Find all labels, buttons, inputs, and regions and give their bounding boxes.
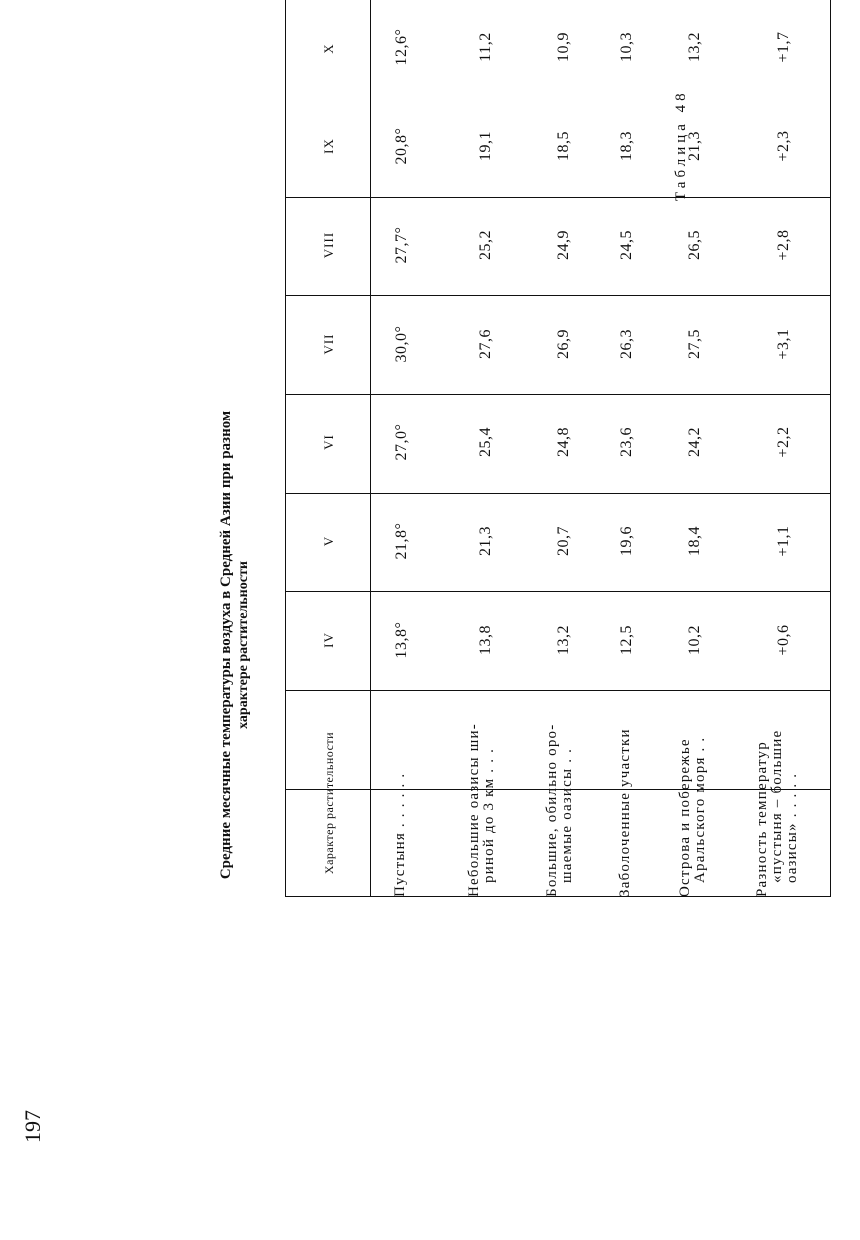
cell-value: 10,3	[618, 32, 635, 62]
page-number: 197	[20, 1110, 45, 1143]
row-label: Небольшие оазисы ши- риной до 3 км . . .	[466, 723, 497, 897]
cell-value: 12,6°	[393, 28, 410, 66]
cell-value: 21,3	[686, 131, 703, 161]
cell-value: 11,2	[477, 32, 494, 62]
table-caption	[217, 325, 253, 965]
table-top-rule	[285, 0, 286, 897]
cell-value: +1,1	[775, 525, 792, 557]
cell-value: 13,8°	[393, 621, 410, 659]
cell-value: 18,5	[555, 131, 572, 161]
header-month-iv: IV	[321, 632, 336, 648]
cell-value: 24,2	[686, 427, 703, 457]
header-bottom-rule	[370, 0, 371, 897]
cell-value: 24,8	[555, 427, 572, 457]
cell-value: +3,1	[775, 328, 792, 360]
header-month-viii: VIII	[321, 231, 336, 259]
cell-value: 19,1	[477, 131, 494, 161]
cell-value: 25,2	[477, 230, 494, 260]
cell-value: 27,0°	[393, 423, 410, 461]
cell-value: 20,7	[555, 526, 572, 556]
cell-value: 13,8	[477, 625, 494, 655]
cell-value: 12,5	[618, 625, 635, 655]
header-month-vi: VI	[321, 434, 336, 450]
column-divider	[285, 690, 830, 691]
cell-value: 13,2	[686, 32, 703, 62]
row-label: Острова и побережье Аральского моря . .	[677, 736, 708, 897]
cell-value: 10,2	[686, 625, 703, 655]
cell-value: 19,6	[618, 526, 635, 556]
cell-value: 30,0°	[393, 325, 410, 363]
cell-value: 18,4	[686, 526, 703, 556]
header-month-v: V	[321, 535, 336, 547]
cell-value: +1,7	[775, 31, 792, 63]
header-characteristic: Характер растительности	[321, 731, 336, 875]
table-bottom-rule	[830, 0, 831, 897]
cell-value: 21,3	[477, 526, 494, 556]
row-label: Заболоченные участки	[617, 728, 633, 897]
cell-value: 26,9	[555, 329, 572, 359]
cell-value: +2,8	[775, 229, 792, 261]
cell-value: 25,4	[477, 427, 494, 457]
cell-value: +2,2	[775, 426, 792, 458]
cell-value: 26,5	[686, 230, 703, 260]
cell-value: 23,6	[618, 427, 635, 457]
row-label: Большие, обильно оро- шаемые оазисы . .	[544, 723, 575, 897]
table-header	[300, 0, 358, 897]
header-month-vii: VII	[321, 333, 336, 355]
cell-value: 13,2	[555, 625, 572, 655]
cell-value: +2,3	[775, 130, 792, 162]
cell-value: 10,9	[555, 32, 572, 62]
cell-value: 20,8°	[393, 127, 410, 165]
row-label: Разность температур «пустыня – большие оазисы» . . . . .	[754, 729, 800, 897]
caption-line-2: характере растительности	[236, 561, 251, 729]
cell-value: 18,3	[618, 131, 635, 161]
cell-value: +0,6	[775, 624, 792, 656]
header-month-x: X	[321, 43, 336, 54]
cell-value: 27,5	[686, 329, 703, 359]
caption-line-1: Средние месячные температуры воздуха в Средней Азии при разном	[218, 410, 234, 880]
cell-value: 21,8°	[393, 522, 410, 560]
cell-value: 26,3	[618, 329, 635, 359]
cell-value: 24,5	[618, 230, 635, 260]
header-month-ix: IX	[321, 138, 336, 154]
cell-value: 24,9	[555, 230, 572, 260]
cell-value: 27,6	[477, 329, 494, 359]
cell-value: 27,7°	[393, 226, 410, 264]
table-label: Таблица 48	[673, 89, 689, 201]
row-label: Пустыня . . . . . .	[392, 772, 408, 897]
